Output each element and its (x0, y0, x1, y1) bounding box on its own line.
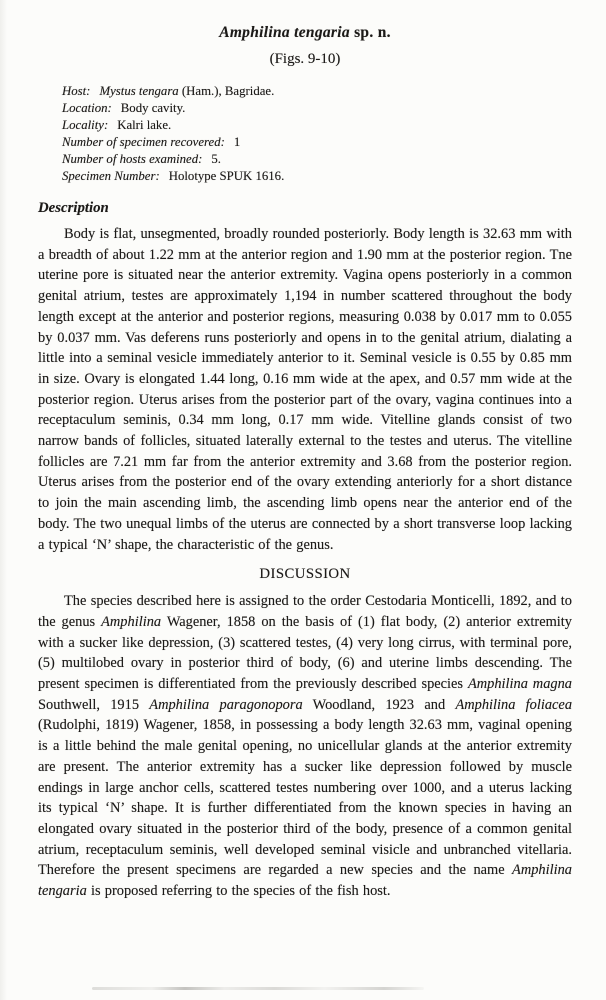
meta-label: Number of specimen recovered: (62, 135, 225, 149)
meta-row-location (62, 100, 572, 117)
meta-label: Locality: (62, 118, 109, 132)
meta-row-specimens-recovered (62, 134, 572, 151)
meta-value: 1 (233, 135, 241, 149)
description-heading: Description (38, 200, 109, 216)
meta-value: 5. (211, 152, 222, 166)
meta-row-locality (62, 117, 572, 134)
meta-value: Holotype SPUK 1616. (168, 169, 285, 183)
meta-row-specimen-number (62, 168, 572, 185)
discussion-paragraph: The species described here is assigned to the order Cestodaria Monticelli, 1892, and to the genus Amphilina Wagener, 1858 on the basis of (1) flat body, (2) anterior extremity with a sucker like depression, (3) scattered testes, (4) very long cirrus, with terminal pore, (5) multilobed ovary in posterior third of body, (6) and uterine limbs descending. The present specimen is differentiated from the previously described species Amphilina magna Southwell, 1915 Amphilina paragonopora Woodland, 1923 and Amphilina foliacea (Rudolphi, 1819) Wagener, 1858, in possessing a body length 32.63 mm, vaginal opening is a little behind the male genital opening, no unicellular glands at the anterior extremity are present. The anterior extremity has a sucker like depression followed by muscle endings in large anchor cells, scattered testes numbering over 1000, and a uterus lacking its typical ‘N’ shape. It is further differentiated from the known species in having an elongated ovary situated in the posterior third of the body, presence of a common genital atrium, receptaculum seminis, well developed seminal visicle and unbranched vitellaria. Therefore the present specimens are regarded a new species and the name Amphilina tengaria is proposed referring to the species of the fish host. (38, 593, 573, 900)
meta-value: Mystus tengara (Ham.), Bagridae. (99, 84, 275, 98)
description-paragraph: Body is flat, unsegmented, broadly rounded posteriorly. Body length is 32.63 mm with a breadth of about 1.22 mm at the anterior region and 1.90 mm at the posterior region. Tne uterine pore is situated near the anterior extremity. Vagina opens posteriorly in a common genital atrium, testes are approximately 1,194 in number scattered throughout the body length except at the anterior and posterior regions, measuring 0.038 by 0.017 mm to 0.055 by 0.037 mm. Vas deferens runs posteriorly and opens in to the genital atrium, dialating a little into a seminal vesicle immediately anterior to it. Seminal vesicle is 0.55 by 0.85 mm in size. Ovary is elongated 1.44 long, 0.16 mm wide at the apex, and 0.57 mm wide at the posterior region. Uterus arises from the posterior part of the ovary, vagina continues into a receptaculum seminis, 0.34 mm long, 0.17 mm wide. Vitelline glands consist of two narrow bands of follicles, situated laterally external to the testes and uterus. The vitelline follicles are 7.21 mm far from the anterior extremity and 3.68 from the posterior region. Uterus arises from the posterior end of the ovary extending anteriorly for a short distance to join the main ascending limb, the ascending limb opens near the anterior end of the body. The two unequal limbs of the uterus are connected by a short transverse loop lacking a typical ‘N’ shape, the characteristic of the genus. (38, 226, 572, 553)
meta-label: Number of hosts examined: (62, 152, 203, 166)
specimen-metadata (62, 83, 572, 185)
species-title: Amphilina tengaria sp. n. (219, 24, 391, 41)
meta-value: Body cavity. (120, 101, 186, 115)
meta-row-hosts-examined (62, 151, 572, 168)
meta-label: Host: (62, 84, 91, 98)
meta-label: Specimen Number: (62, 169, 160, 183)
meta-value: Kalri lake. (117, 118, 172, 132)
scan-smudge-artifact (92, 987, 424, 990)
discussion-heading: DISCUSSION (259, 566, 351, 583)
meta-label: Location: (62, 101, 112, 115)
figure-reference: (Figs. 9-10) (269, 51, 341, 67)
meta-row-host (62, 83, 572, 100)
